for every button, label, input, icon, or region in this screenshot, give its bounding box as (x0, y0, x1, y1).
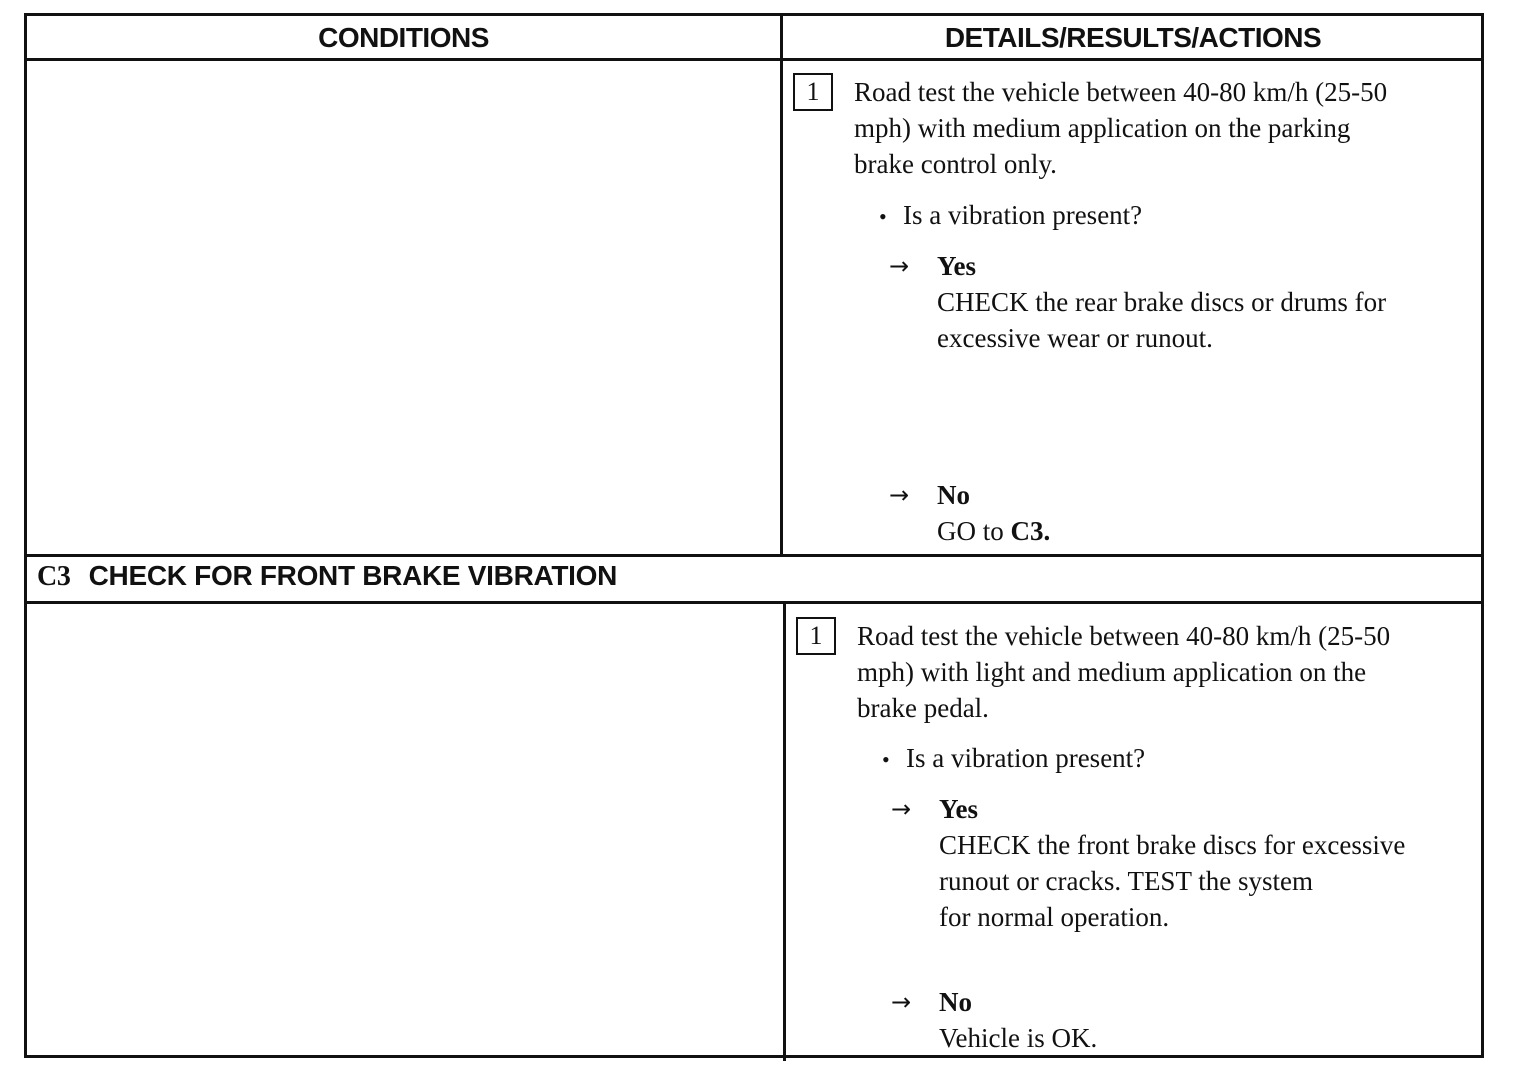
section-title-c3 (37, 560, 617, 593)
step-line: mph) with light and medium application on the (857, 657, 1367, 687)
question-bullet (879, 197, 1142, 235)
no-action-line: Vehicle is OK. (939, 1023, 1098, 1053)
arrow-right-icon: → (891, 988, 912, 1016)
section-id: C3 (37, 561, 71, 592)
bullet-icon: • (879, 204, 887, 229)
section-bottom-divider (27, 601, 1481, 604)
yes-action-line: CHECK the front brake discs for excessive (939, 830, 1406, 860)
yes-action-line: for normal operation. (939, 902, 1170, 932)
yes-action-line: CHECK the rear brake discs or drums for (937, 287, 1387, 317)
bullet-icon: • (882, 747, 890, 772)
yes-action-line: excessive wear or runout. (937, 323, 1213, 353)
yes-label: Yes (937, 251, 976, 281)
step-line: mph) with medium application on the parking (854, 113, 1351, 143)
details-header: DETAILS/RESULTS/ACTIONS (944, 22, 1322, 53)
question-bullet (882, 740, 1145, 778)
diagnostic-table (24, 13, 1484, 1058)
step-line: brake control only. (854, 149, 1057, 179)
section-title-text: CHECK FOR FRONT BRAKE VIBRATION (88, 560, 618, 591)
yes-action-line: runout or cracks. TEST the system (939, 866, 1313, 896)
step-instruction (854, 74, 1474, 182)
goto-target: C3. (1010, 516, 1051, 546)
no-label: No (939, 987, 972, 1017)
step-line: Road test the vehicle between 40-80 km/h (25-50 (857, 621, 1391, 651)
header-divider (27, 58, 1481, 61)
step-number-box: 1 (793, 73, 833, 111)
no-label: No (937, 480, 970, 510)
no-action-line (937, 513, 1497, 549)
step-instruction (857, 618, 1477, 726)
yes-label: Yes (939, 794, 978, 824)
arrow-right-icon: → (889, 481, 910, 509)
step-line: brake pedal. (857, 693, 989, 723)
step-line: Road test the vehicle between 40-80 km/h (25-50 (854, 77, 1388, 107)
step-number-box: 1 (796, 617, 836, 655)
no-action-text: GO to (937, 516, 1011, 546)
question-text: Is a vibration present? (906, 743, 1146, 773)
arrow-right-icon: → (889, 252, 910, 280)
section-top-divider (27, 554, 1481, 557)
arrow-right-icon: → (891, 795, 912, 823)
column-divider-top (780, 16, 783, 554)
column-divider-bottom (783, 601, 786, 1061)
conditions-header: CONDITIONS (318, 22, 489, 53)
question-text: Is a vibration present? (903, 200, 1143, 230)
